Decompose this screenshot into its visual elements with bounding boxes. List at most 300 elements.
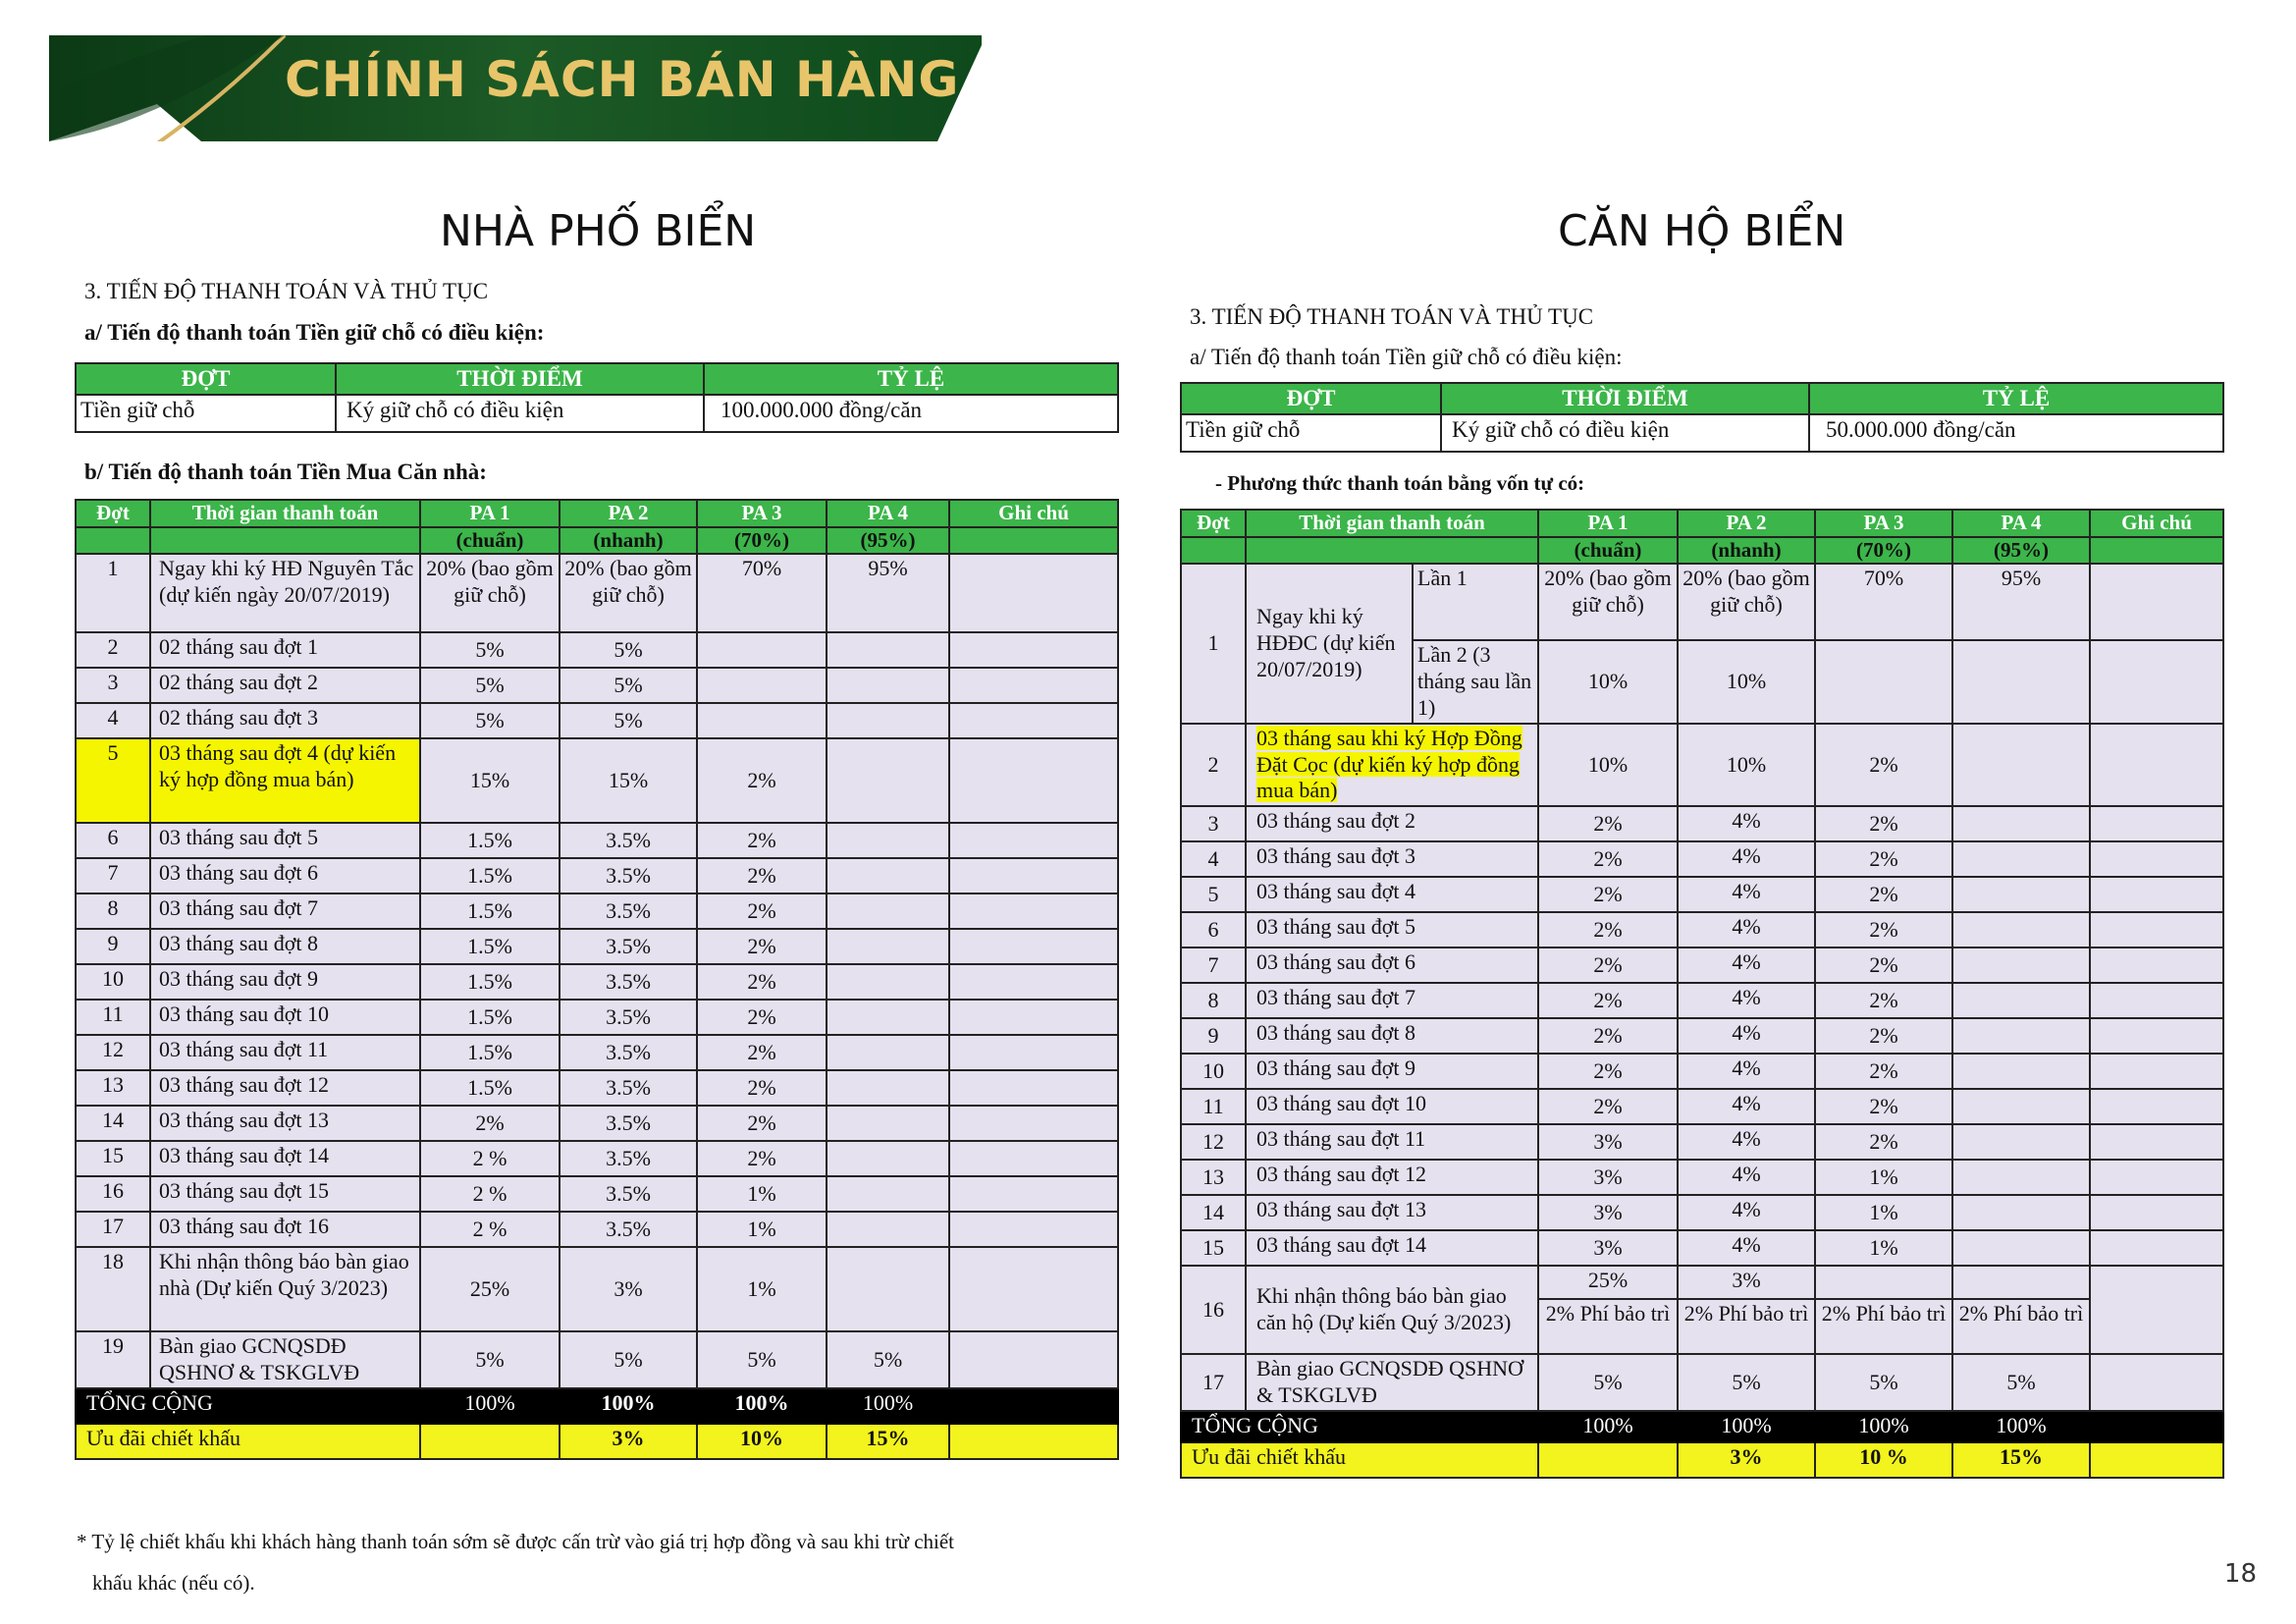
note-cell xyxy=(949,929,1118,964)
table-cell: Tiền giữ chỗ xyxy=(76,395,336,432)
header-cell: Đợt xyxy=(76,500,150,527)
row-time: 03 tháng sau đợt 16 xyxy=(150,1212,420,1247)
pa3-cell: 2% xyxy=(697,823,827,858)
pa2-cell: 5% xyxy=(560,632,697,668)
row-time: 03 tháng sau đợt 10 xyxy=(1246,1089,1538,1124)
header-cell: Đợt xyxy=(1181,510,1246,537)
pa3-cell: 2% xyxy=(697,1000,827,1035)
pa3-cell: 1% xyxy=(697,1212,827,1247)
header-cell xyxy=(2090,537,2223,565)
row-time: Ngay khi ký HĐĐC (dự kiến 20/07/2019) xyxy=(1246,564,1413,723)
pa1-cell: 2% xyxy=(1538,877,1678,912)
fee-cell: 2% Phí bảo trì xyxy=(1952,1299,2090,1354)
pa4-cell xyxy=(1952,1195,2090,1230)
footnote-line-2: khấu khác (nếu có). xyxy=(92,1571,255,1595)
row-no: 13 xyxy=(1181,1160,1246,1195)
footnote-line-1: * Tỷ lệ chiết khấu khi khách hàng thanh toán sớm sẽ được cấn trừ vào giá trị hợp đồng và sau khi trừ chiết xyxy=(77,1530,955,1553)
pa4-cell xyxy=(1952,1054,2090,1089)
note-cell xyxy=(2090,1018,2223,1054)
header-cell: PA 3 xyxy=(697,500,827,527)
row-no: 3 xyxy=(1181,806,1246,841)
total-label: TỔNG CỘNG xyxy=(76,1388,420,1424)
table-row xyxy=(76,1106,1118,1141)
pa1-cell: 10% xyxy=(1538,640,1678,723)
row-time: 03 tháng sau đợt 8 xyxy=(150,929,420,964)
pa4-cell xyxy=(827,632,949,668)
total-pa2: 100% xyxy=(1678,1411,1815,1442)
pa4-cell xyxy=(827,893,949,929)
pa3-cell xyxy=(1815,640,1952,723)
pa1-cell: 1.5% xyxy=(420,929,560,964)
row-no: 4 xyxy=(76,703,150,738)
pa4-cell xyxy=(827,823,949,858)
pa4-cell xyxy=(1952,1230,2090,1266)
pa2-cell: 3% xyxy=(1678,1266,1815,1299)
pa1-cell: 25% xyxy=(1538,1266,1678,1299)
row-no: 10 xyxy=(76,964,150,1000)
pa1-cell: 1.5% xyxy=(420,1035,560,1070)
pa2-cell: 4% xyxy=(1678,947,1815,983)
pa3-cell: 2% xyxy=(1815,806,1952,841)
pa2-cell: 3.5% xyxy=(560,823,697,858)
left-section-title: NHÀ PHỐ BIỂN xyxy=(440,206,757,256)
pa2-cell: 4% xyxy=(1678,1160,1815,1195)
pa4-cell xyxy=(827,703,949,738)
pa3-cell xyxy=(1815,1266,1952,1299)
pa1-cell: 20% (bao gồm giữ chỗ) xyxy=(420,554,560,632)
sub-label: Lần 1 xyxy=(1413,564,1538,640)
table-cell: Ký giữ chỗ có điều kiện xyxy=(1441,414,1809,452)
pa3-cell: 2% xyxy=(1815,1089,1952,1124)
pa1-cell: 2 % xyxy=(420,1212,560,1247)
pa3-cell xyxy=(697,632,827,668)
pa2-cell: 4% xyxy=(1678,1054,1815,1089)
pa4-cell xyxy=(827,1035,949,1070)
header-cell: (95%) xyxy=(1952,537,2090,565)
pa2-cell: 3% xyxy=(560,1247,697,1331)
table-row xyxy=(76,1212,1118,1247)
note-cell xyxy=(949,632,1118,668)
table-row xyxy=(1181,806,2223,841)
pa3-cell: 70% xyxy=(697,554,827,632)
table-row xyxy=(1181,877,2223,912)
pa3-cell: 2% xyxy=(1815,947,1952,983)
note-cell xyxy=(2090,1160,2223,1195)
row-time: 02 tháng sau đợt 2 xyxy=(150,668,420,703)
note-cell xyxy=(949,738,1118,823)
pa4-cell xyxy=(1952,806,2090,841)
left-sub-b: b/ Tiến độ thanh toán Tiền Mua Căn nhà: xyxy=(84,460,487,484)
pa2-cell: 10% xyxy=(1678,640,1815,723)
row-time: 03 tháng sau đợt 6 xyxy=(150,858,420,893)
row-time: 03 tháng sau đợt 12 xyxy=(1246,1160,1538,1195)
left-schedule-table xyxy=(75,499,1119,1460)
total-pa4: 100% xyxy=(827,1388,949,1424)
fee-cell: 2% Phí bảo trì xyxy=(1538,1299,1678,1354)
row-no: 15 xyxy=(76,1141,150,1176)
right-payment-method: - Phương thức thanh toán bằng vốn tự có: xyxy=(1215,471,1585,495)
pa3-cell: 2% xyxy=(697,858,827,893)
pa1-cell: 5% xyxy=(420,703,560,738)
pa4-cell xyxy=(1952,947,2090,983)
row-no: 11 xyxy=(76,1000,150,1035)
row-time: 03 tháng sau đợt 14 xyxy=(150,1141,420,1176)
pa2-cell: 3.5% xyxy=(560,929,697,964)
table-cell: Ký giữ chỗ có điều kiện xyxy=(336,395,704,432)
row-time: 02 tháng sau đợt 3 xyxy=(150,703,420,738)
right-sub-a: a/ Tiến độ thanh toán Tiền giữ chỗ có điều kiện: xyxy=(1190,345,1623,369)
pa4-cell xyxy=(827,858,949,893)
note-cell xyxy=(2090,1230,2223,1266)
table-row xyxy=(76,893,1118,929)
pa4-cell xyxy=(827,1070,949,1106)
note-cell xyxy=(2090,912,2223,947)
right-schedule-table xyxy=(1180,509,2224,1479)
pa1-cell: 1.5% xyxy=(420,858,560,893)
note-cell xyxy=(949,1212,1118,1247)
row-no: 6 xyxy=(76,823,150,858)
row-time: Khi nhận thông báo bàn giao căn hộ (Dự kiến Quý 3/2023) xyxy=(1246,1266,1538,1354)
note-cell xyxy=(949,703,1118,738)
header-cell xyxy=(150,527,420,555)
pa2-cell: 4% xyxy=(1678,841,1815,877)
pa4-cell: 95% xyxy=(1952,564,2090,640)
table-row xyxy=(76,1070,1118,1106)
banner-title: CHÍNH SÁCH BÁN HÀNG xyxy=(285,51,960,108)
row-no: 12 xyxy=(1181,1124,1246,1160)
pa1-cell: 5% xyxy=(420,632,560,668)
note-cell xyxy=(949,858,1118,893)
pa2-cell: 3.5% xyxy=(560,893,697,929)
header-cell xyxy=(76,527,150,555)
pa2-cell: 3.5% xyxy=(560,1106,697,1141)
row-no: 7 xyxy=(76,858,150,893)
header-cell: (95%) xyxy=(827,527,949,555)
left-heading-3: 3. TIẾN ĐỘ THANH TOÁN VÀ THỦ TỤC xyxy=(84,279,489,303)
pa2-cell: 4% xyxy=(1678,1089,1815,1124)
pa4-cell: 5% xyxy=(827,1331,949,1388)
note-cell xyxy=(2090,1054,2223,1089)
row-time: 03 tháng sau đợt 15 xyxy=(150,1176,420,1212)
table-cell: 100.000.000 đồng/căn xyxy=(704,395,1118,432)
pa4-cell xyxy=(1952,724,2090,806)
header-cell: PA 2 xyxy=(560,500,697,527)
table-row xyxy=(76,1247,1118,1331)
pa2-cell: 3.5% xyxy=(560,1000,697,1035)
row-no: 2 xyxy=(76,632,150,668)
row-no: 2 xyxy=(1181,724,1246,806)
row-time: 03 tháng sau đợt 9 xyxy=(1246,1054,1538,1089)
pa2-cell: 3.5% xyxy=(560,1035,697,1070)
pa2-cell: 4% xyxy=(1678,1124,1815,1160)
pa1-cell: 2% xyxy=(1538,841,1678,877)
row-time: 03 tháng sau đợt 11 xyxy=(150,1035,420,1070)
pa3-cell: 2% xyxy=(697,738,827,823)
header-cell: Thời gian thanh toán xyxy=(1246,510,1538,537)
note-cell xyxy=(949,1247,1118,1331)
row-no: 14 xyxy=(76,1106,150,1141)
discount-pa3: 10 % xyxy=(1815,1442,1952,1478)
pa2-cell: 3.5% xyxy=(560,1070,697,1106)
row-time: 03 tháng sau đợt 2 xyxy=(1246,806,1538,841)
discount-pa1 xyxy=(1538,1442,1678,1478)
row-no: 8 xyxy=(76,893,150,929)
row-no: 18 xyxy=(76,1247,150,1331)
pa4-cell xyxy=(827,1176,949,1212)
table-row xyxy=(1181,841,2223,877)
pa3-cell: 70% xyxy=(1815,564,1952,640)
discount-note xyxy=(949,1424,1118,1459)
header-cell: (chuẩn) xyxy=(420,527,560,555)
header-cell: PA 1 xyxy=(420,500,560,527)
pa3-cell: 2% xyxy=(1815,983,1952,1018)
table-row xyxy=(1181,1230,2223,1266)
pa2-cell: 5% xyxy=(560,703,697,738)
pa2-cell: 4% xyxy=(1678,1018,1815,1054)
highlighted-text: 03 tháng sau khi ký Hợp Đồng Đặt Cọc (dự kiến ký hợp đồng mua bán) xyxy=(1256,725,1522,803)
pa4-cell xyxy=(1952,841,2090,877)
pa1-cell: 2% xyxy=(1538,983,1678,1018)
page-number: 18 xyxy=(2223,1559,2257,1589)
note-cell xyxy=(2090,1354,2223,1411)
table-row xyxy=(76,823,1118,858)
pa1-cell: 15% xyxy=(420,738,560,823)
table-row xyxy=(1181,1089,2223,1124)
row-time: 03 tháng sau đợt 13 xyxy=(150,1106,420,1141)
note-cell xyxy=(2090,841,2223,877)
note-cell xyxy=(949,1176,1118,1212)
pa1-cell: 3% xyxy=(1538,1160,1678,1195)
pa4-cell xyxy=(1952,1160,2090,1195)
header-cell: (nhanh) xyxy=(560,527,697,555)
pa2-cell: 3.5% xyxy=(560,964,697,1000)
pa1-cell: 1.5% xyxy=(420,964,560,1000)
pa2-cell: 3.5% xyxy=(560,1141,697,1176)
pa2-cell: 4% xyxy=(1678,806,1815,841)
pa1-cell: 2% xyxy=(1538,912,1678,947)
total-pa3: 100% xyxy=(697,1388,827,1424)
pa1-cell: 2% xyxy=(1538,1018,1678,1054)
table-row xyxy=(76,703,1118,738)
header-cell: PA 4 xyxy=(827,500,949,527)
row-no: 17 xyxy=(76,1212,150,1247)
note-cell xyxy=(949,964,1118,1000)
pa3-cell: 1% xyxy=(1815,1230,1952,1266)
pa1-cell: 20% (bao gồm giữ chỗ) xyxy=(1538,564,1678,640)
pa1-cell: 2% xyxy=(1538,1089,1678,1124)
pa4-cell xyxy=(827,738,949,823)
pa4-cell xyxy=(1952,877,2090,912)
pa4-cell xyxy=(827,1141,949,1176)
pa2-cell: 5% xyxy=(1678,1354,1815,1411)
header-cell: (70%) xyxy=(697,527,827,555)
row-no: 13 xyxy=(76,1070,150,1106)
pa2-cell: 20% (bao gồm giữ chỗ) xyxy=(560,554,697,632)
pa3-cell: 2% xyxy=(697,1106,827,1141)
pa4-cell xyxy=(827,1106,949,1141)
row-no: 16 xyxy=(76,1176,150,1212)
row-time: Ngay khi ký HĐ Nguyên Tắc (dự kiến ngày 20/07/2019) xyxy=(150,554,420,632)
note-cell xyxy=(2090,1195,2223,1230)
header-cell xyxy=(949,527,1118,555)
total-pa3: 100% xyxy=(1815,1411,1952,1442)
left-reservation-table xyxy=(75,362,1119,433)
note-cell xyxy=(949,1070,1118,1106)
header-cell xyxy=(1181,537,1246,565)
note-cell xyxy=(2090,1124,2223,1160)
header-cell: THỜI ĐIỂM xyxy=(336,363,704,395)
pa3-cell: 2% xyxy=(697,1141,827,1176)
pa4-cell xyxy=(827,1247,949,1331)
pa4-cell xyxy=(1952,1089,2090,1124)
row-no: 11 xyxy=(1181,1089,1246,1124)
row-time: 03 tháng sau đợt 11 xyxy=(1246,1124,1538,1160)
header-cell: PA 3 xyxy=(1815,510,1952,537)
total-label: TỔNG CỘNG xyxy=(1181,1411,1538,1442)
pa2-cell: 3.5% xyxy=(560,1212,697,1247)
table-row xyxy=(1181,947,2223,983)
table-row xyxy=(1181,1124,2223,1160)
table-row xyxy=(76,964,1118,1000)
sub-label: Lần 2 (3 tháng sau lần 1) xyxy=(1413,640,1538,723)
table-row xyxy=(76,632,1118,668)
pa3-cell: 2% xyxy=(1815,912,1952,947)
pa1-cell: 2% xyxy=(1538,806,1678,841)
pa1-cell: 3% xyxy=(1538,1195,1678,1230)
note-cell xyxy=(2090,564,2223,640)
pa2-cell: 4% xyxy=(1678,1230,1815,1266)
note-cell xyxy=(949,554,1118,632)
pa3-cell: 5% xyxy=(697,1331,827,1388)
pa3-cell: 2% xyxy=(1815,724,1952,806)
row-no: 7 xyxy=(1181,947,1246,983)
row-time: 03 tháng sau đợt 7 xyxy=(1246,983,1538,1018)
pa3-cell xyxy=(697,668,827,703)
pa1-cell: 5% xyxy=(420,668,560,703)
pa3-cell: 1% xyxy=(1815,1160,1952,1195)
note-cell xyxy=(949,668,1118,703)
header-cell: TỶ LỆ xyxy=(704,363,1118,395)
pa4-cell xyxy=(1952,1266,2090,1299)
pa2-cell: 5% xyxy=(560,1331,697,1388)
pa4-cell: 95% xyxy=(827,554,949,632)
row-time: 03 tháng sau đợt 9 xyxy=(150,964,420,1000)
total-note xyxy=(949,1388,1118,1424)
table-cell: Tiền giữ chỗ xyxy=(1181,414,1441,452)
note-cell xyxy=(949,1000,1118,1035)
note-cell xyxy=(949,1331,1118,1388)
left-sub-a: a/ Tiến độ thanh toán Tiền giữ chỗ có điều kiện: xyxy=(84,320,545,345)
row-time: Khi nhận thông báo bàn giao nhà (Dự kiến Quý 3/2023) xyxy=(150,1247,420,1331)
header-cell: ĐỢT xyxy=(76,363,336,395)
note-cell xyxy=(949,893,1118,929)
row-no: 16 xyxy=(1181,1266,1246,1354)
pa1-cell: 2% xyxy=(420,1106,560,1141)
pa1-cell: 1.5% xyxy=(420,1000,560,1035)
pa1-cell: 25% xyxy=(420,1247,560,1331)
discount-label: Ưu đãi chiết khấu xyxy=(1181,1442,1538,1478)
note-cell xyxy=(2090,806,2223,841)
table-row xyxy=(76,554,1118,632)
pa2-cell: 3.5% xyxy=(560,858,697,893)
fee-cell: 2% Phí bảo trì xyxy=(1815,1299,1952,1354)
pa1-cell: 5% xyxy=(420,1331,560,1388)
pa4-cell xyxy=(827,668,949,703)
pa3-cell: 1% xyxy=(697,1176,827,1212)
header-cell: Ghi chú xyxy=(2090,510,2223,537)
row-no: 1 xyxy=(1181,564,1246,723)
pa2-cell: 15% xyxy=(560,738,697,823)
header-cell: (chuẩn) xyxy=(1538,537,1678,565)
discount-pa2: 3% xyxy=(1678,1442,1815,1478)
pa3-cell: 2% xyxy=(697,893,827,929)
row-time: 03 tháng sau đợt 5 xyxy=(150,823,420,858)
row-time: 03 tháng sau đợt 8 xyxy=(1246,1018,1538,1054)
table-row xyxy=(1181,983,2223,1018)
header-cell: THỜI ĐIỂM xyxy=(1441,383,1809,414)
row-no: 17 xyxy=(1181,1354,1246,1411)
row-no: 15 xyxy=(1181,1230,1246,1266)
table-row xyxy=(76,738,1118,823)
pa3-cell: 2% xyxy=(1815,1018,1952,1054)
table-row xyxy=(1181,1160,2223,1195)
total-pa4: 100% xyxy=(1952,1411,2090,1442)
row-no: 10 xyxy=(1181,1054,1246,1089)
header-cell: PA 4 xyxy=(1952,510,2090,537)
pa4-cell xyxy=(1952,912,2090,947)
total-pa1: 100% xyxy=(420,1388,560,1424)
table-row xyxy=(76,1331,1118,1388)
row-time: 03 tháng sau đợt 3 xyxy=(1246,841,1538,877)
pa3-cell: 2% xyxy=(1815,1054,1952,1089)
header-cell: Ghi chú xyxy=(949,500,1118,527)
row-time: 03 tháng sau đợt 12 xyxy=(150,1070,420,1106)
table-row xyxy=(1181,1195,2223,1230)
row-no: 5 xyxy=(76,738,150,823)
pa3-cell: 2% xyxy=(697,1035,827,1070)
table-row xyxy=(76,1035,1118,1070)
pa1-cell: 1.5% xyxy=(420,823,560,858)
pa1-cell: 10% xyxy=(1538,724,1678,806)
pa1-cell: 2 % xyxy=(420,1141,560,1176)
note-cell xyxy=(2090,724,2223,806)
discount-pa2: 3% xyxy=(560,1424,697,1459)
pa1-cell: 2 % xyxy=(420,1176,560,1212)
note-cell xyxy=(949,1106,1118,1141)
pa1-cell: 3% xyxy=(1538,1230,1678,1266)
row-time: 03 tháng sau đợt 7 xyxy=(150,893,420,929)
row-no: 12 xyxy=(76,1035,150,1070)
pa3-cell: 1% xyxy=(1815,1195,1952,1230)
pa3-cell xyxy=(697,703,827,738)
row-time xyxy=(1246,724,1538,806)
pa1-cell: 2% xyxy=(1538,947,1678,983)
pa4-cell xyxy=(1952,1124,2090,1160)
row-no: 14 xyxy=(1181,1195,1246,1230)
note-cell xyxy=(2090,1089,2223,1124)
table-row xyxy=(1181,1018,2223,1054)
row-no: 6 xyxy=(1181,912,1246,947)
row-no: 3 xyxy=(76,668,150,703)
pa4-cell xyxy=(827,964,949,1000)
row-time: Bàn giao GCNQSDĐ QSHNƠ & TSKGLVĐ xyxy=(150,1331,420,1388)
row-no: 9 xyxy=(76,929,150,964)
fee-cell: 2% Phí bảo trì xyxy=(1678,1299,1815,1354)
row-no: 9 xyxy=(1181,1018,1246,1054)
note-cell xyxy=(2090,983,2223,1018)
note-cell xyxy=(949,823,1118,858)
discount-pa4: 15% xyxy=(827,1424,949,1459)
